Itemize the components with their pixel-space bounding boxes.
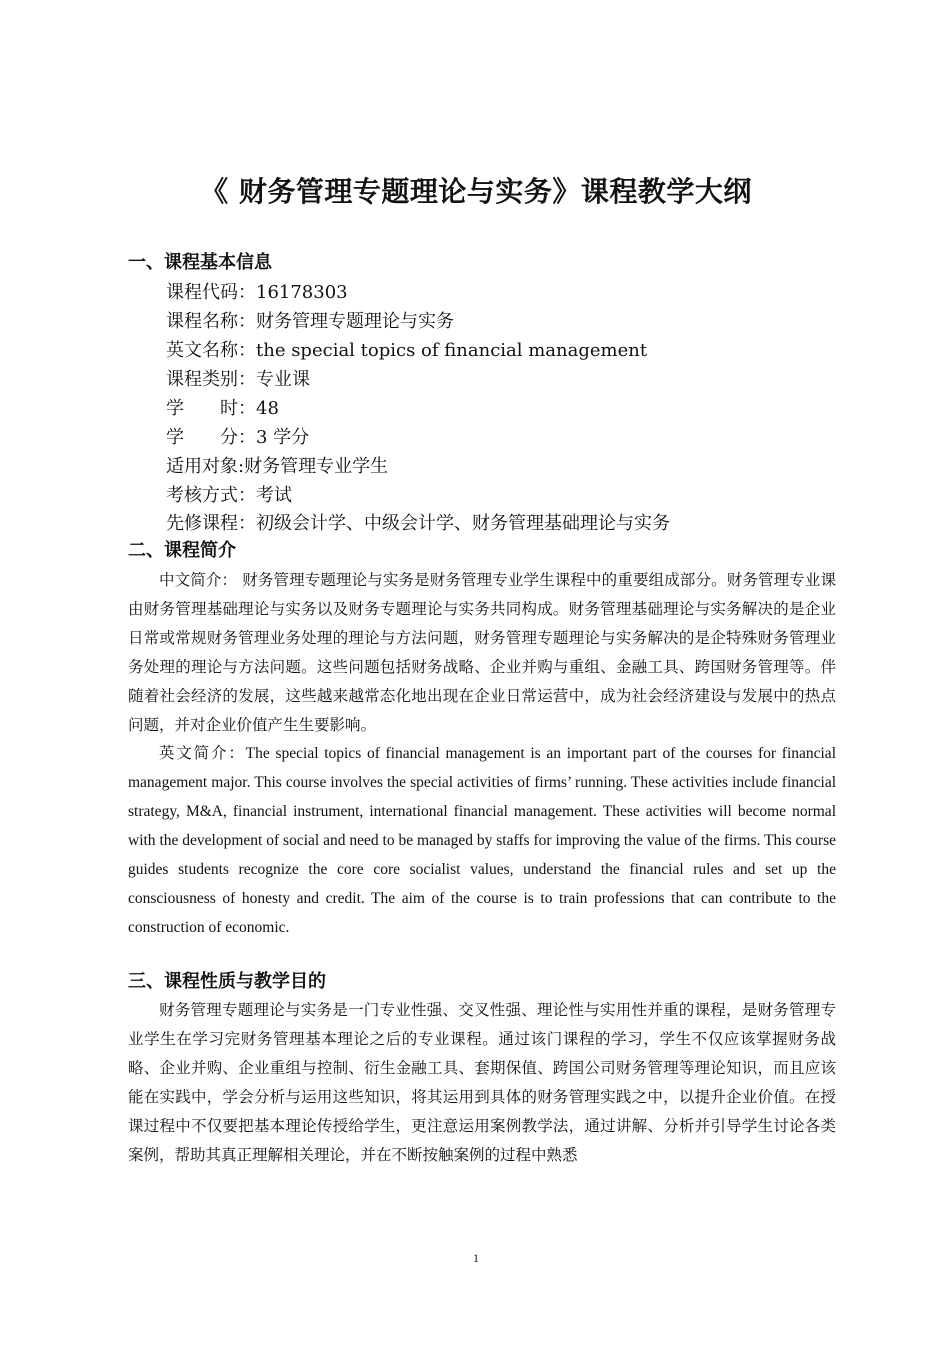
info-line-prerequisites: 先修课程：初级会计学、中级会计学、财务管理基础理论与实务 <box>166 513 670 534</box>
info-line-english-name: 英文名称：the special topics of financial management <box>166 340 648 361</box>
info-line-audience: 适用对象:财务管理专业学生 <box>166 456 389 477</box>
info-line-hours: 学 时：48 <box>166 398 279 419</box>
page-number: 1 <box>473 1251 479 1265</box>
info-line-course-name: 课程名称：财务管理专题理论与实务 <box>166 311 454 332</box>
section-heading-basic-info: 一、课程基本信息 <box>128 252 272 273</box>
info-line-assessment: 考核方式：考试 <box>166 485 292 506</box>
chinese-introduction: 中文简介： 财务管理专题理论与实务是财务管理专业学生课程中的重要组成部分。财务管理专业课由财务管理基础理论与实务以及财务专题理论与实务共同构成。财务管理基础理论与实务解决的是企业日常或常规财务管理业务处理的理论与方法问题，财务管理专题理论与实务解决的是企特殊财务管理业务处理的理论与方法问题。这些问题包括财务战略、企业并购与重组、金融工具、跨国财务管理等。伴随着社会经济的发展，这些越来越常态化地出现在企业日常运营中，成为社会经济建设与发展中的热点问题，并对企业价值产生生要影响。 <box>128 571 836 734</box>
info-line-credits: 学 分：3 学分 <box>166 427 310 448</box>
info-line-course-type: 课程类别：专业课 <box>166 369 310 390</box>
info-line-course-code: 课程代码：16178303 <box>166 282 348 303</box>
english-introduction: 英文简介：The special topics of financial management is an important part of the courses for financial management major. This course involves the special activities of firms’ running. These activities include financial strategy, M&A, financial instrument, international financial management. These activities will become normal with the development of social and need to be managed by staffs for improving the value of the firms. This course guides students recognize the core core socialist values, understand the financial rules and set up the consciousness of honesty and credit. The aim of the course is to train professions that can contribute to the construction of economic. <box>128 745 836 936</box>
section-heading-course-intro: 二、课程简介 <box>128 540 236 561</box>
section-heading-nature-purpose: 三、课程性质与教学目的 <box>128 971 326 992</box>
course-nature-paragraph: 财务管理专题理论与实务是一门专业性强、交叉性强、理论性与实用性并重的课程，是财务管理专业学生在学习完财务管理基本理论之后的专业课程。通过该门课程的学习，学生不仅应该掌握财务战略、企业并购、企业重组与控制、衍生金融工具、套期保值、跨国公司财务管理等理论知识，而且应该能在实践中，学会分析与运用这些知识，将其运用到具体的财务管理实践之中，以提升企业价值。在授课过程中不仅要把基本理论传授给学生，更注意运用案例教学法，通过讲解、分析并引导学生讨论各类案例，帮助其真正理解相关理论，并在不断按触案例的过程中熟悉 <box>128 1001 836 1164</box>
document-title: 《 财务管理专题理论与实务》课程教学大纲 <box>200 175 752 208</box>
